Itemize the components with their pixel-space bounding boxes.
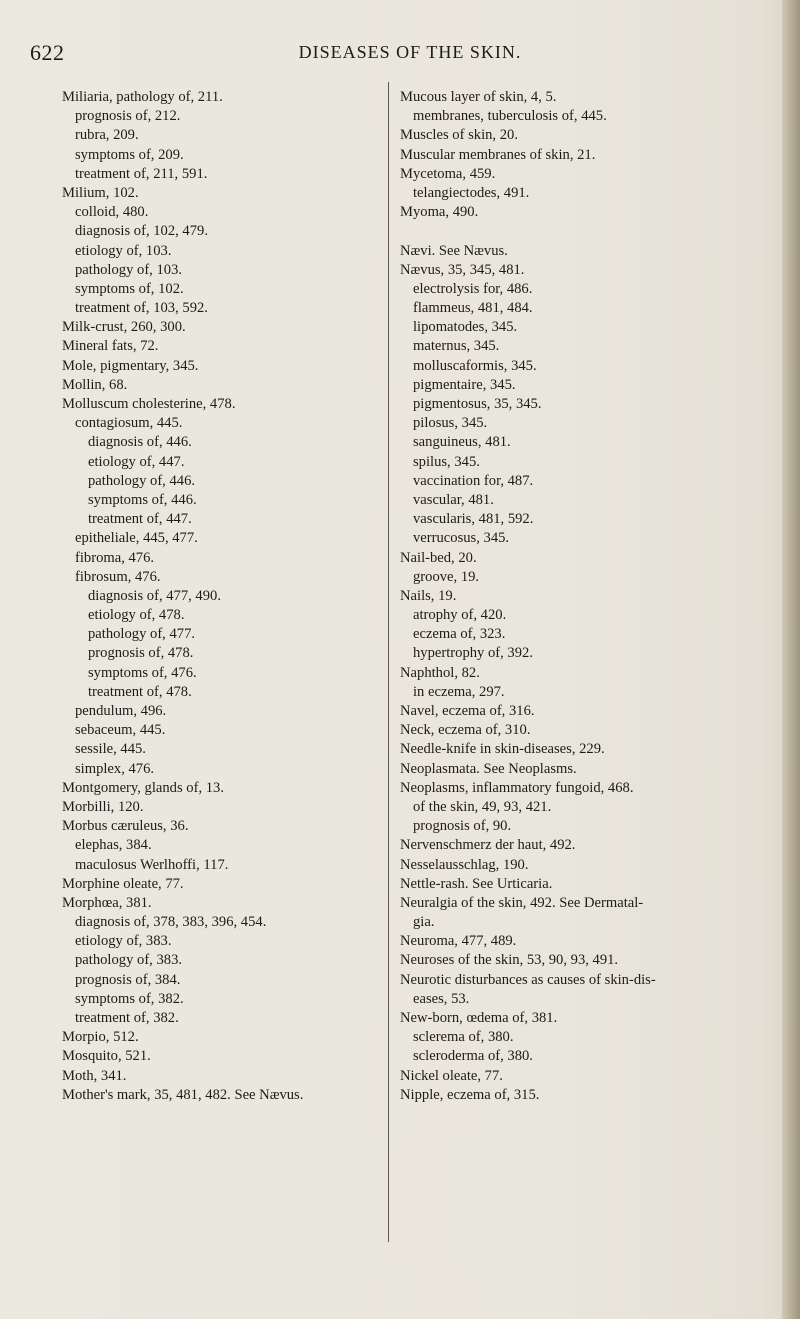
index-entry: groove, 19.: [413, 568, 480, 585]
index-entry: Neuroses of the skin, 53, 90, 93, 491.: [400, 952, 619, 969]
index-entry: hypertrophy of, 392.: [413, 645, 533, 662]
index-entry: in eczema, 297.: [413, 683, 505, 700]
index-entry: colloid, 480.: [75, 204, 149, 221]
index-entry: eczema of, 323.: [413, 626, 506, 643]
index-entry: Neurotic disturbances as causes of skin-dis-: [400, 971, 656, 988]
index-entry: gia.: [413, 914, 435, 931]
index-entry: of the skin, 49, 93, 421.: [413, 798, 552, 815]
index-entry: Neuroma, 477, 489.: [400, 933, 517, 950]
index-entry: Morbilli, 120.: [62, 798, 144, 815]
index-entry: Navel, eczema of, 316.: [400, 703, 535, 719]
index-entry: maculosus Werlhoffi, 117.: [75, 856, 229, 873]
index-entry: pendulum, 496.: [75, 703, 167, 719]
index-entry: symptoms of, 382.: [75, 990, 184, 1007]
index-entry: lipomatodes, 345.: [413, 319, 518, 336]
index-entry: pigmentaire, 345.: [413, 376, 516, 393]
index-entry: Nettle-rash. See Urticaria.: [400, 875, 553, 892]
index-entry: Morbus cæruleus, 36.: [62, 818, 189, 835]
index-entry: Molluscum cholesterine, 478.: [62, 396, 236, 412]
page-number: 622: [30, 40, 65, 65]
index-entry: Morpio, 512.: [62, 1029, 139, 1046]
index-entry: spilus, 345.: [413, 453, 480, 470]
index-entry: Morphœa, 381.: [62, 894, 152, 911]
index-entry: symptoms of, 476.: [88, 664, 197, 681]
index-entry: Miliaria, pathology of, 211.: [62, 89, 223, 105]
index-entry: Mosquito, 521.: [62, 1048, 151, 1065]
index-entry: Muscles of skin, 20.: [400, 127, 518, 144]
index-entry: Neoplasms, inflammatory fungoid, 468.: [400, 779, 634, 796]
index-entry: pathology of, 103.: [75, 261, 183, 278]
index-entry: pathology of, 446.: [88, 472, 196, 489]
index-entry: vaccination for, 487.: [413, 472, 534, 489]
index-entry: pilosus, 345.: [413, 415, 488, 432]
index-entry: diagnosis of, 378, 383, 396, 454.: [75, 914, 267, 931]
index-column-left: [62, 88, 382, 1105]
index-entry: membranes, tuberculosis of, 445.: [413, 108, 607, 125]
index-entry: vascular, 481.: [413, 491, 494, 508]
index-entry: maternus, 345.: [413, 338, 500, 355]
index-entry: Nail-bed, 20.: [400, 549, 477, 566]
index-entry: Myoma, 490.: [400, 204, 479, 221]
page-title: DISEASES OF THE SKIN.: [298, 42, 522, 62]
index-entry: Mycetoma, 459.: [400, 165, 496, 182]
index-entry: Nævus, 35, 345, 481.: [400, 261, 525, 278]
index-entry: Nickel oleate, 77.: [400, 1067, 503, 1084]
index-entry: sclerema of, 380.: [413, 1029, 514, 1046]
index-entry: elephas, 384.: [75, 837, 152, 854]
index-entry: verrucosus, 345.: [413, 530, 510, 547]
index-entry: treatment of, 447.: [88, 511, 192, 528]
index-entry: prognosis of, 384.: [75, 971, 181, 988]
index-entry: symptoms of, 209.: [75, 146, 184, 163]
index-entry: Milk-crust, 260, 300.: [62, 319, 186, 336]
index-entry: Nails, 19.: [400, 587, 457, 604]
index-entry: pigmentosus, 35, 345.: [413, 396, 542, 412]
index-entry: pathology of, 383.: [75, 952, 183, 969]
index-entry: Neuralgia of the skin, 492. See Dermatal-: [400, 894, 644, 911]
index-entry: vascularis, 481, 592.: [413, 511, 534, 528]
index-entry: symptoms of, 446.: [88, 491, 197, 508]
index-column-right: [400, 88, 740, 1105]
index-entry: Neoplasmata. See Neoplasms.: [400, 760, 577, 777]
index-entry: diagnosis of, 446.: [88, 434, 192, 451]
index-entry: Morphine oleate, 77.: [62, 875, 184, 892]
index-entry: treatment of, 103, 592.: [75, 300, 208, 317]
index-entry: Moth, 341.: [62, 1067, 127, 1084]
index-entry: epitheliale, 445, 477.: [75, 530, 198, 547]
index-entry: Mineral fats, 72.: [62, 338, 159, 355]
index-entry: etiology of, 478.: [88, 607, 185, 624]
index-entry: symptoms of, 102.: [75, 280, 184, 297]
column-divider: [388, 82, 389, 1242]
index-entry: treatment of, 478.: [88, 683, 192, 700]
index-entry: Neck, eczema of, 310.: [400, 722, 531, 739]
index-entry: fibroma, 476.: [75, 549, 155, 566]
index-entry: molluscaformis, 345.: [413, 357, 537, 374]
index-entry: [400, 222, 740, 241]
index-entry: Nævi. See Nævus.: [400, 242, 508, 259]
index-entry: atrophy of, 420.: [413, 607, 507, 624]
index-entry: Mollin, 68.: [62, 376, 128, 393]
page-header: [30, 40, 750, 70]
index-entry: prognosis of, 90.: [413, 818, 512, 835]
index-entry: etiology of, 447.: [88, 453, 185, 470]
index-entry: simplex, 476.: [75, 760, 155, 777]
index-entry: Milium, 102.: [62, 184, 139, 201]
index-entry: eases, 53.: [413, 990, 470, 1007]
page-edge: [782, 0, 800, 1319]
index-entry: treatment of, 382.: [75, 1010, 179, 1026]
index-entry: diagnosis of, 477, 490.: [88, 587, 221, 604]
index-entry: rubra, 209.: [75, 127, 139, 144]
index-entry: Mother's mark, 35, 481, 482. See Nævus.: [62, 1086, 304, 1103]
index-entry: electrolysis for, 486.: [413, 280, 533, 297]
index-entry: Needle-knife in skin-diseases, 229.: [400, 741, 605, 758]
index-entry: New-born, œdema of, 381.: [400, 1010, 558, 1026]
index-entry: Mole, pigmentary, 345.: [62, 357, 199, 374]
index-entry: telangiectodes, 491.: [413, 184, 530, 201]
index-entry: scleroderma of, 380.: [413, 1048, 533, 1065]
index-entry: Naphthol, 82.: [400, 664, 480, 681]
index-entry: sebaceum, 445.: [75, 722, 166, 739]
index-entry: Montgomery, glands of, 13.: [62, 779, 224, 796]
index-entry: sanguineus, 481.: [413, 434, 511, 451]
index-entry: prognosis of, 212.: [75, 108, 181, 125]
index-entry: etiology of, 383.: [75, 933, 172, 950]
index-entry: prognosis of, 478.: [88, 645, 194, 662]
index-entry: Mucous layer of skin, 4, 5.: [400, 89, 557, 105]
index-entry: fibrosum, 476.: [75, 568, 161, 585]
index-entry: Muscular membranes of skin, 21.: [400, 146, 596, 163]
index-entry: Nipple, eczema of, 315.: [400, 1086, 540, 1103]
index-entry: Nervenschmerz der haut, 492.: [400, 837, 576, 854]
index-entry: etiology of, 103.: [75, 242, 172, 259]
index-entry: treatment of, 211, 591.: [75, 165, 208, 182]
index-entry: contagiosum, 445.: [75, 415, 183, 432]
index-entry: diagnosis of, 102, 479.: [75, 223, 208, 240]
index-entry: sessile, 445.: [75, 741, 146, 758]
index-entry: Nesselausschlag, 190.: [400, 856, 529, 873]
index-entry: flammeus, 481, 484.: [413, 300, 533, 317]
index-entry: pathology of, 477.: [88, 626, 196, 643]
